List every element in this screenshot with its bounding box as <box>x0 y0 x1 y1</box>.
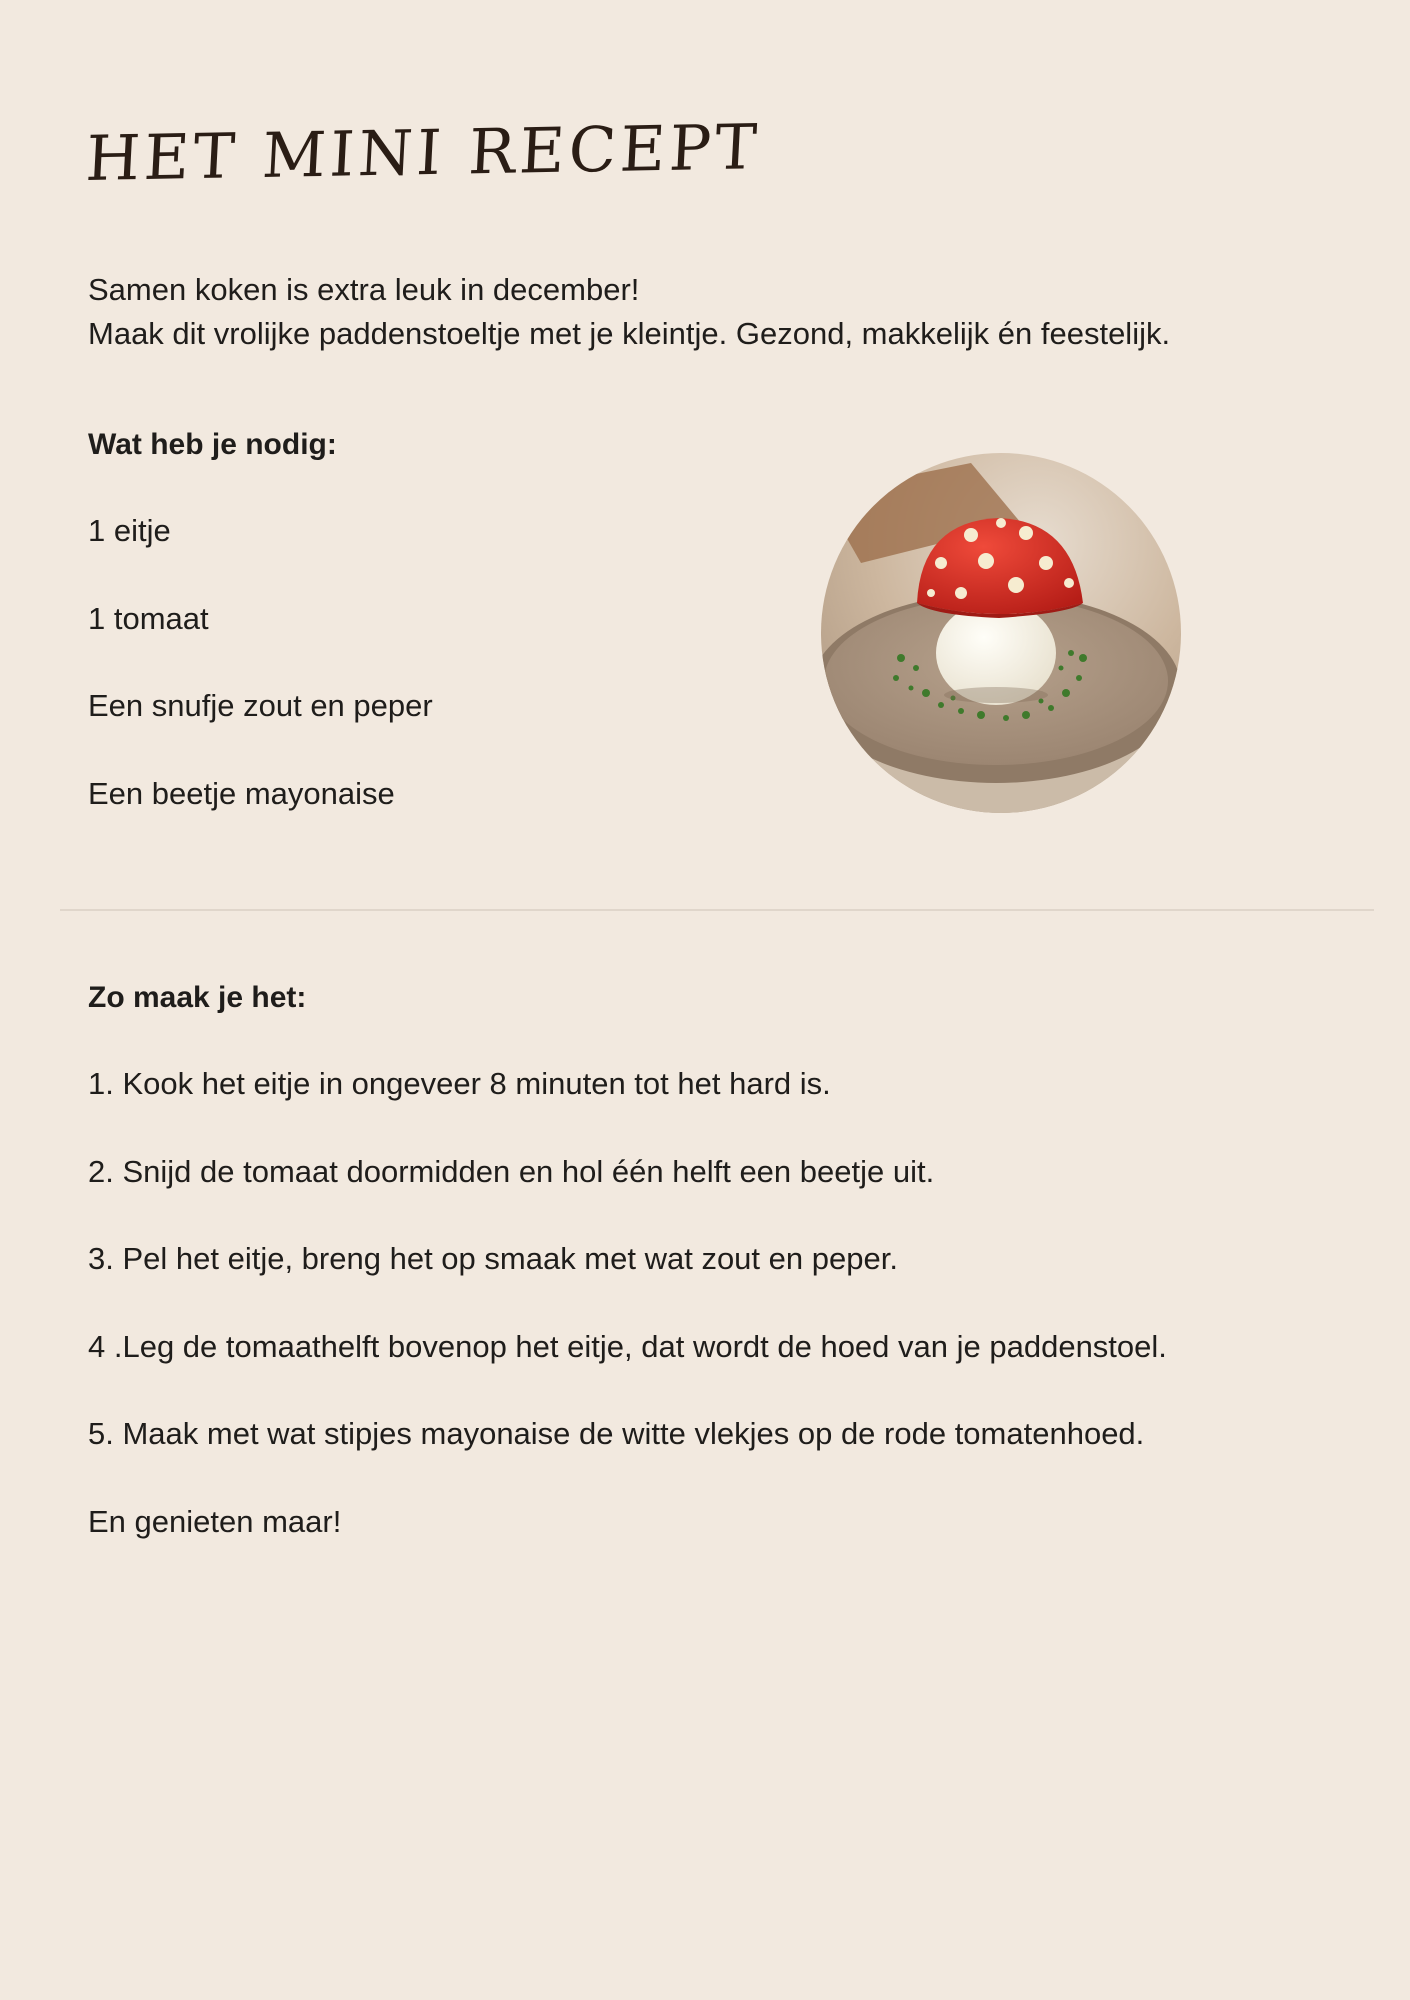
intro-line: Maak dit vrolijke paddenstoeltje met je kleintje. Gezond, makkelijk én feestelijk. <box>88 316 1171 351</box>
intro-line: Samen koken is extra leuk in december! <box>88 272 640 307</box>
ingredients-heading: Wat heb je nodig: <box>88 428 337 461</box>
mushroom-egg-photo <box>821 453 1181 813</box>
instructions-list <box>88 1068 1167 1593</box>
intro-text <box>88 268 1338 356</box>
ingredient-item: Een beetje mayonaise <box>88 775 395 811</box>
ingredient-item: Een snufje zout en peper <box>88 688 433 723</box>
instruction-step: 3. Pel het eitje, breng het op smaak met wat zout en peper. <box>88 1241 898 1276</box>
ingredients-list <box>88 515 433 865</box>
instruction-step: 5. Maak met wat stipjes mayonaise de witte vlekjes op de rode tomatenhoed. <box>88 1416 1145 1451</box>
instruction-step: 2. Snijd de tomaat doormidden en hol één helft een beetje uit. <box>88 1153 935 1189</box>
instruction-step: 4 .Leg de tomaathelft bovenop het eitje, dat wordt de hoed van je paddenstoel. <box>88 1328 1167 1364</box>
page-title: HET MINI RECEPT <box>84 110 763 196</box>
instruction-step: En genieten maar! <box>88 1503 342 1539</box>
instruction-step: 1. Kook het eitje in ongeveer 8 minuten tot het hard is. <box>88 1066 831 1101</box>
ingredient-item: 1 tomaat <box>88 600 209 636</box>
instructions-heading: Zo maak je het: <box>88 981 307 1014</box>
ingredient-item: 1 eitje <box>88 513 171 548</box>
section-divider <box>60 909 1374 911</box>
